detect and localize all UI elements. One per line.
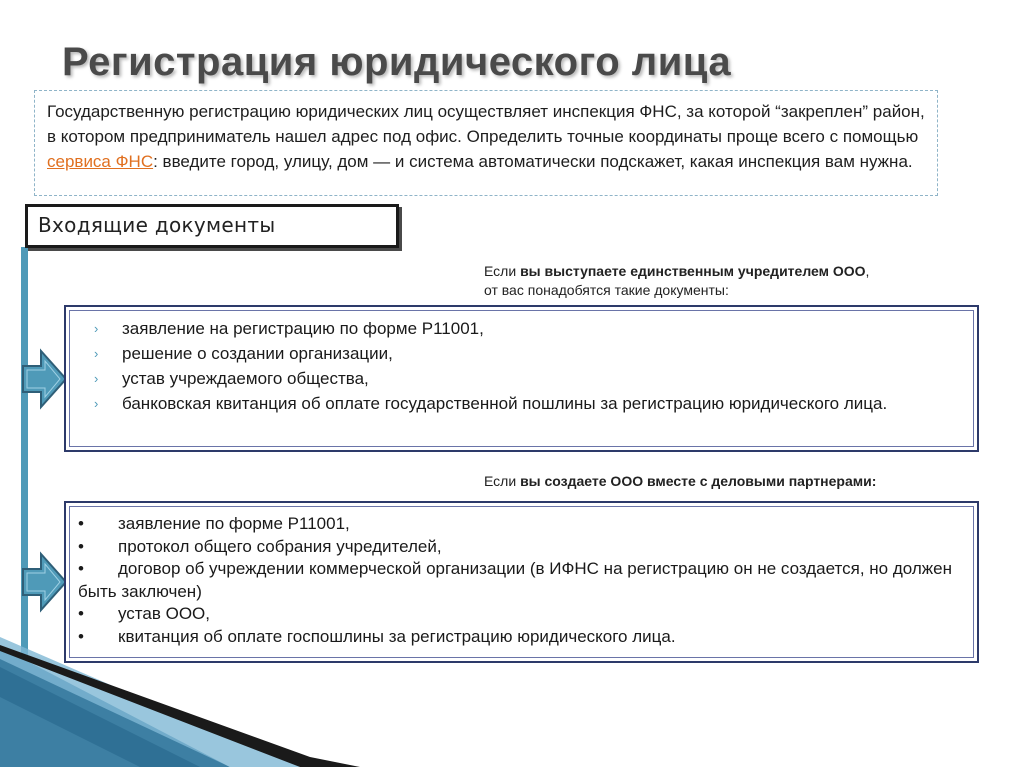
bullet-icon: • xyxy=(78,536,84,556)
note2-bold: вы создаете ООО вместе с деловыми партнерами: xyxy=(520,473,877,489)
list-item xyxy=(78,513,968,536)
note-partners xyxy=(484,472,876,491)
section-heading: Входящие документы xyxy=(38,213,276,237)
list-item-text: договор об учреждении коммерческой организации (в ИФНС на регистрацию он не создается, но должен быть заключен) xyxy=(78,559,952,601)
list-item xyxy=(90,367,970,390)
bullet-icon: • xyxy=(78,626,84,646)
list-item xyxy=(78,603,968,626)
documents-list-single xyxy=(90,317,970,417)
note1-line2: от вас понадобятся такие документы: xyxy=(484,282,729,298)
corner-decoration xyxy=(0,637,360,767)
bullet-icon: • xyxy=(78,559,84,578)
note2-prefix: Если xyxy=(484,473,521,489)
list-item-text: заявление по форме Р11001, xyxy=(118,514,350,533)
page-title: Регистрация юридического лица xyxy=(62,40,732,84)
list-chevron-icon: › xyxy=(94,346,99,361)
note1-suffix: , xyxy=(865,263,870,279)
bullet-icon: • xyxy=(78,604,84,623)
list-item xyxy=(90,392,970,415)
arrow-right-icon xyxy=(21,551,69,613)
bullet-icon: • xyxy=(78,514,84,533)
list-item-text: квитанция об оплате госпошлины за регистрацию юридического лица. xyxy=(118,626,676,646)
list-item-text: устав ООО, xyxy=(118,604,211,623)
list-chevron-icon: › xyxy=(94,371,99,386)
list-item xyxy=(78,558,968,603)
arrow-right-icon xyxy=(21,348,69,410)
intro-text: Государственную регистрацию юридических лиц осуществляет инспекция ФНС, за которой “закреплен” район, в котором предприниматель нашел адрес под офис. Определить точные координаты проще всего с помощью xyxy=(47,102,925,146)
list-item-text: заявление на регистрацию по форме Р11001, xyxy=(122,319,484,338)
list-item-text: протокол общего собрания учредителей, xyxy=(118,536,442,556)
list-item xyxy=(90,342,970,365)
list-item xyxy=(90,317,970,340)
documents-list-partners xyxy=(78,513,968,648)
list-item-text: банковская квитанция об оплате государственной пошлины за регистрацию юридического лица. xyxy=(122,394,888,413)
list-item-text: решение о создании организации, xyxy=(122,344,393,363)
list-item xyxy=(78,536,968,559)
intro-text-end: : введите город, улицу, дом — и система автоматически подскажет, какая инспекция вам нужна. xyxy=(153,152,913,171)
section-heading-box xyxy=(25,204,399,248)
intro-text-box xyxy=(34,90,938,196)
note1-prefix: Если xyxy=(484,263,521,279)
list-chevron-icon: › xyxy=(94,396,99,411)
list-chevron-icon: › xyxy=(94,321,99,336)
documents-panel-single xyxy=(64,305,979,452)
note1-bold: вы выступаете единственным учредителем ООО xyxy=(520,263,866,279)
fns-service-link[interactable]: сервиса ФНС xyxy=(47,152,154,171)
note-single-founder xyxy=(484,262,869,300)
list-item-text: устав учреждаемого общества, xyxy=(122,369,369,388)
